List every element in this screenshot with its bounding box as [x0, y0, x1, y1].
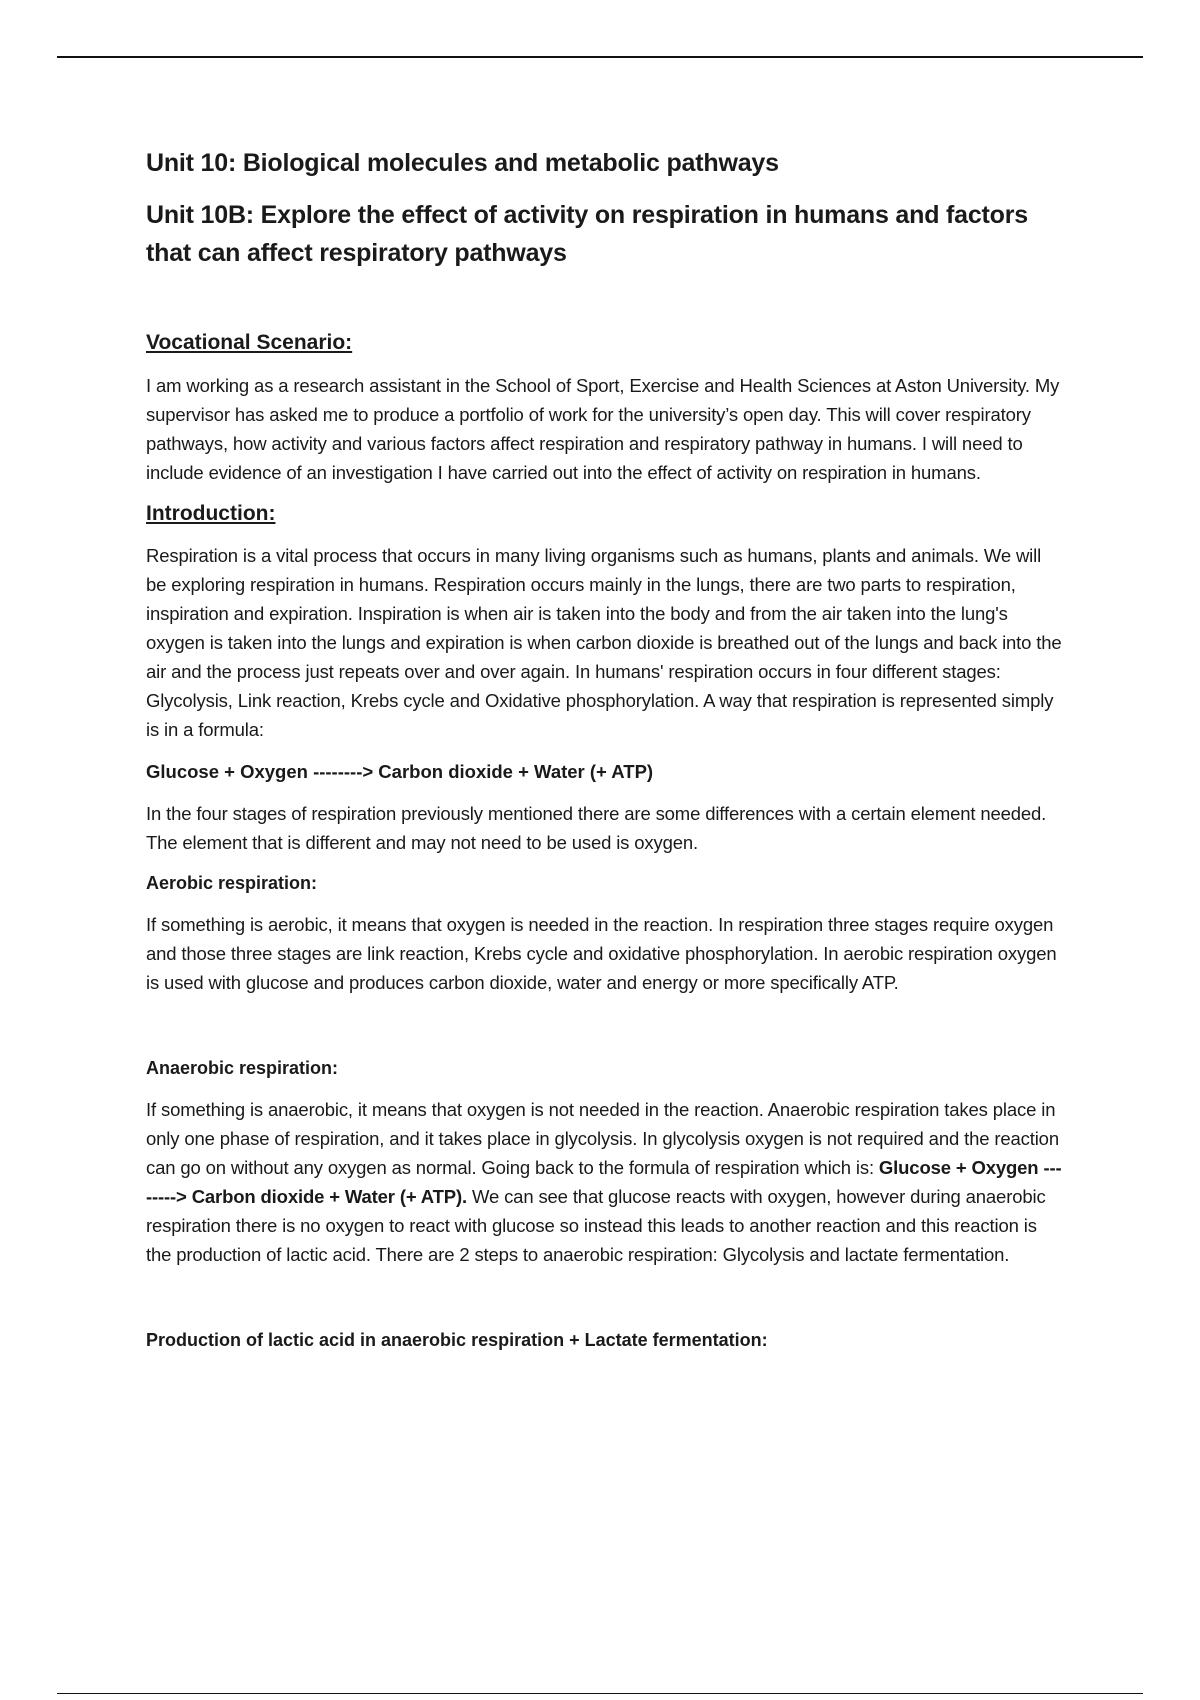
aerobic-heading: Aerobic respiration:: [146, 873, 318, 893]
anaerobic-text-b: We can see that glucose reacts with oxygen, however during anaerobic respiration there is no oxygen to react with glucose so instead this leads to another reaction and this reaction is the production of lactic acid. There are 2 steps to anaerobic respiration: Glycolysis and lactate fermentation.: [146, 1186, 1046, 1265]
introduction-heading: Introduction:: [146, 502, 276, 525]
introduction-paragraph: Respiration is a vital process that occurs in many living organisms such as humans, plants and animals. We will be exploring respiration in humans. Respiration occurs mainly in the lungs, there are two parts to respiration, inspiration and expiration. Inspiration is when air is taken into the body and from the air taken into the lung's oxygen is taken into the lungs and expiration is when carbon dioxide is breathed out of the lungs and back into the air and the process just repeats over and over again. In humans' respiration occurs in four different stages: Glycolysis, Link reaction, Krebs cycle and Oxidative phosphorylation. A way that respiration is represented simply is in a formula:: [146, 545, 1062, 740]
introduction-paragraph-2: In the four stages of respiration previously mentioned there are some differences with a certain element needed. The element that is different and may not need to be used is oxygen.: [146, 803, 1047, 853]
anaerobic-inline-formula: Glucose + Oxygen --------> Carbon dioxide + Water (+ ATP).: [146, 1157, 1062, 1207]
aerobic-paragraph: If something is aerobic, it means that oxygen is needed in the reaction. In respiration three stages require oxygen and those three stages are link reaction, Krebs cycle and oxidative phosphorylation. In aerobic respiration oxygen is used with glucose and produces carbon dioxide, water and energy or more specifically ATP.: [146, 914, 1057, 993]
anaerobic-paragraph: [146, 1095, 1066, 1269]
respiration-formula: Glucose + Oxygen --------> Carbon dioxide + Water (+ ATP): [146, 761, 654, 782]
bottom-rule: [57, 1693, 1143, 1694]
scenario-heading: Vocational Scenario:: [146, 331, 353, 354]
lactic-acid-heading: Production of lactic acid in anaerobic respiration + Lactate fermentation:: [146, 1330, 768, 1350]
anaerobic-heading: Anaerobic respiration:: [146, 1058, 339, 1078]
top-rule: [57, 56, 1143, 58]
unit-subtitle: Unit 10B: Explore the effect of activity on respiration in humans and factors that can affect respiratory pathways: [146, 201, 1028, 267]
document-body: [146, 144, 1066, 1353]
anaerobic-text-a: If something is anaerobic, it means that oxygen is not needed in the reaction. Anaerobic respiration takes place in only one phase of respiration, and it takes place in glycolysis. In glycolysis oxygen is not required and the reaction can go on without any oxygen as normal. Going back to the formula of respiration which is:: [146, 1099, 1059, 1178]
unit-title: Unit 10: Biological molecules and metabolic pathways: [146, 149, 779, 177]
scenario-paragraph: I am working as a research assistant in the School of Sport, Exercise and Health Sciences at Aston University. My supervisor has asked me to produce a portfolio of work for the university’s open day. This will cover respiratory pathways, how activity and various factors affect respiration and respiratory pathway in humans. I will need to include evidence of an investigation I have carried out into the effect of activity on respiration in humans.: [146, 375, 1060, 483]
